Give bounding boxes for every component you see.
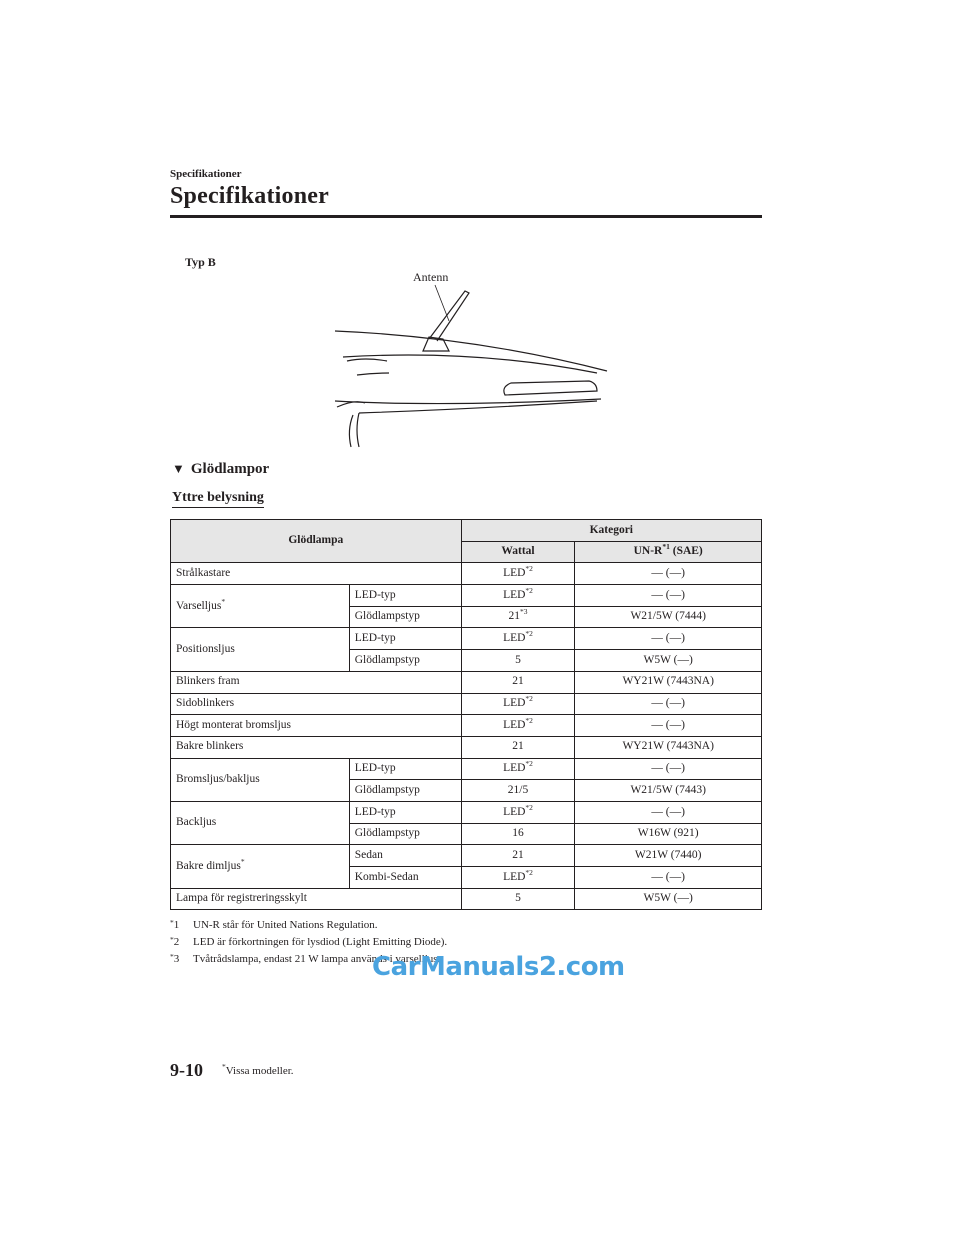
header-bulb: Glödlampa [171,520,462,563]
table-row: Backljus LED-typ LED$^{*2}$ — (—) [171,801,762,823]
bulb-table [170,519,762,910]
vehicle-roof-outline [335,291,607,447]
table-row: Sidoblinkers LED$^{*2}$ — (—) [171,693,762,715]
header-wattage: Wattal [461,541,575,563]
table-row: Positionsljus LED-typ LED$^{*2}$ — (—) [171,628,762,650]
table-row: Glödlampstyp 21$^{*3}$ W21/5W (7444) [171,606,762,628]
footer-note: *Vissa modeller. [222,1062,294,1077]
table-header-row [171,520,762,542]
antenna-label: Antenn [413,270,449,284]
page-title: Specifikationer [170,183,329,209]
table-row: Blinkers fram 21 WY21W (7443NA) [171,671,762,693]
table-row: Kombi-Sedan LED$^{*2}$ — (—) [171,867,762,889]
triangle-down-icon: ▼ [172,461,185,476]
table-row: Glödlampstyp 16 W16W (921) [171,823,762,845]
antenna-illustration [325,265,610,450]
table-row: Bromsljus/bakljus LED-typ LED$^{*2}$ — (—) [171,758,762,780]
breadcrumb: Specifikationer [170,168,242,180]
header-unr: $UN-R^{*1}$ (SAE) [575,541,762,563]
table-row: Högt monterat bromsljus LED$^{*2}$ — (—) [171,715,762,737]
table-row: Bakre dimljus* Sedan 21 W21W (7440) [171,845,762,867]
header-category: Kategori [461,520,761,542]
table-row: Glödlampstyp 5 W5W (—) [171,650,762,672]
title-divider [170,215,762,218]
section-heading [172,461,269,478]
table-row: Varselljus* LED-typ LED$^{*2}$ — (—) [171,585,762,607]
footnote-1: *1 UN-R står för United Nations Regulation. [170,918,378,931]
page-number: 9-10 [170,1060,203,1080]
watermark-logo: CarManuals2.com [372,952,625,982]
subsection-heading: Yttre belysning [172,490,264,508]
table-row: Lampa för registreringsskylt 5 W5W (—) [171,888,762,910]
figure-type-label: Typ B [185,255,216,269]
section-heading-text: Glödlampor [190,461,270,477]
footnote-2: *2 LED är förkortningen för lysdiod (Light Emitting Diode). [170,935,448,948]
table-row: Bakre blinkers 21 WY21W (7443NA) [171,736,762,758]
footnote-3: *3 Tvåtrådslampa, endast 21 W lampa används i varselljus. [170,952,441,965]
table-row: Glödlampstyp 21/5 W21/5W (7443) [171,780,762,802]
table-row: Strålkastare LED$^{*2}$ — (—) [171,563,762,585]
